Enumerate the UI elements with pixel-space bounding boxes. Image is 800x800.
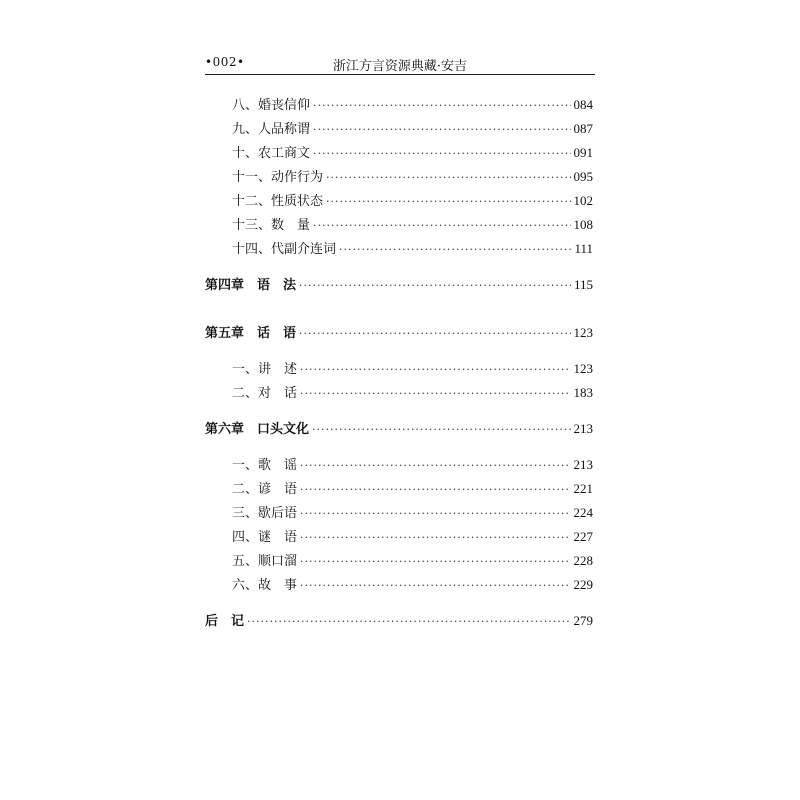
toc-entry bbox=[232, 575, 593, 595]
toc-entry bbox=[232, 383, 593, 403]
toc-entry-title: 二、对 话 bbox=[232, 386, 298, 401]
toc-entry-title: 二、谚 语 bbox=[232, 482, 298, 497]
toc-entry-page: 227 bbox=[573, 529, 593, 544]
toc-entry-page: 123 bbox=[573, 361, 593, 376]
toc-entry bbox=[232, 455, 593, 475]
toc-entry-title: 六、故 事 bbox=[232, 578, 298, 593]
book-title: 浙江方言资源典藏·安吉 bbox=[332, 59, 468, 74]
toc-entry bbox=[232, 95, 593, 115]
toc-entry-page: 108 bbox=[573, 217, 593, 232]
toc-entry-title: 十、农工商文 bbox=[232, 146, 311, 161]
toc-chapter-entry bbox=[205, 419, 593, 439]
toc-entry bbox=[232, 143, 593, 163]
dot-leader bbox=[300, 456, 570, 476]
toc-entry-page: 183 bbox=[573, 385, 593, 400]
header-rule bbox=[205, 74, 595, 75]
toc-chapter-entry bbox=[205, 323, 593, 343]
dot-leader bbox=[300, 360, 570, 380]
toc-entry-page: 091 bbox=[573, 145, 593, 160]
toc-entry-page: 279 bbox=[573, 613, 593, 628]
toc-entry bbox=[232, 551, 593, 571]
toc-entry bbox=[232, 215, 593, 235]
dot-leader bbox=[299, 276, 571, 296]
dot-leader bbox=[313, 144, 570, 164]
dot-leader bbox=[300, 528, 570, 548]
toc-entry-title: 一、歌 谣 bbox=[232, 458, 298, 473]
toc-entry-title: 十一、动作行为 bbox=[232, 170, 324, 185]
toc-entry-title: 三、歇后语 bbox=[232, 506, 298, 521]
toc-entry-page: 102 bbox=[573, 193, 593, 208]
dot-leader bbox=[326, 192, 570, 212]
dot-leader bbox=[300, 384, 570, 404]
toc-entry-page: 213 bbox=[573, 421, 593, 436]
toc-entry-title: 后 记 bbox=[205, 614, 245, 629]
dot-leader bbox=[247, 612, 570, 632]
toc-entry bbox=[232, 527, 593, 547]
toc-chapter-entry bbox=[205, 611, 593, 631]
toc-entry-title: 第六章 口头文化 bbox=[205, 422, 310, 437]
toc-entry-title: 九、人品称谓 bbox=[232, 122, 311, 137]
toc-entry-title: 八、婚丧信仰 bbox=[232, 98, 311, 113]
toc-entry-page: 095 bbox=[573, 169, 593, 184]
toc-entry-page: 123 bbox=[573, 325, 593, 340]
toc-entry-title: 十三、数 量 bbox=[232, 218, 311, 233]
toc-entry-title: 四、谜 语 bbox=[232, 530, 298, 545]
dot-leader bbox=[300, 504, 570, 524]
toc-entry-page: 111 bbox=[574, 241, 593, 256]
dot-leader bbox=[313, 216, 570, 236]
toc-entry-title: 十二、性质状态 bbox=[232, 194, 324, 209]
dot-leader bbox=[300, 480, 570, 500]
toc-entry-page: 224 bbox=[573, 505, 593, 520]
toc-entry bbox=[232, 167, 593, 187]
toc-entry-title: 第五章 话 语 bbox=[205, 326, 297, 341]
dot-leader bbox=[300, 576, 570, 596]
page-number: •002• bbox=[205, 55, 245, 69]
running-header bbox=[205, 55, 595, 75]
toc-entry-page: 228 bbox=[573, 553, 593, 568]
toc-entry-title: 十四、代副介连词 bbox=[232, 242, 337, 257]
dot-leader bbox=[339, 240, 571, 260]
toc-entry-page: 087 bbox=[573, 121, 593, 136]
toc-entry bbox=[232, 359, 593, 379]
toc-entry bbox=[232, 191, 593, 211]
toc-entry-title: 一、讲 述 bbox=[232, 362, 298, 377]
dot-leader bbox=[299, 324, 570, 344]
toc-entry bbox=[232, 239, 593, 259]
toc-entry bbox=[232, 479, 593, 499]
toc-entry bbox=[232, 503, 593, 523]
toc-entry-page: 084 bbox=[573, 97, 593, 112]
dot-leader bbox=[326, 168, 570, 188]
toc-entry bbox=[232, 119, 593, 139]
toc-entry-page: 221 bbox=[573, 481, 593, 496]
dot-leader bbox=[312, 420, 570, 440]
toc-entry-page: 229 bbox=[573, 577, 593, 592]
dot-leader bbox=[313, 120, 570, 140]
toc-chapter-entry bbox=[205, 275, 593, 295]
toc-entry-title: 第四章 语 法 bbox=[205, 278, 297, 293]
dot-leader bbox=[313, 96, 570, 116]
toc-entry-title: 五、顺口溜 bbox=[232, 554, 298, 569]
toc-entry-page: 115 bbox=[573, 277, 593, 292]
dot-leader bbox=[300, 552, 570, 572]
toc-entry-page: 213 bbox=[573, 457, 593, 472]
